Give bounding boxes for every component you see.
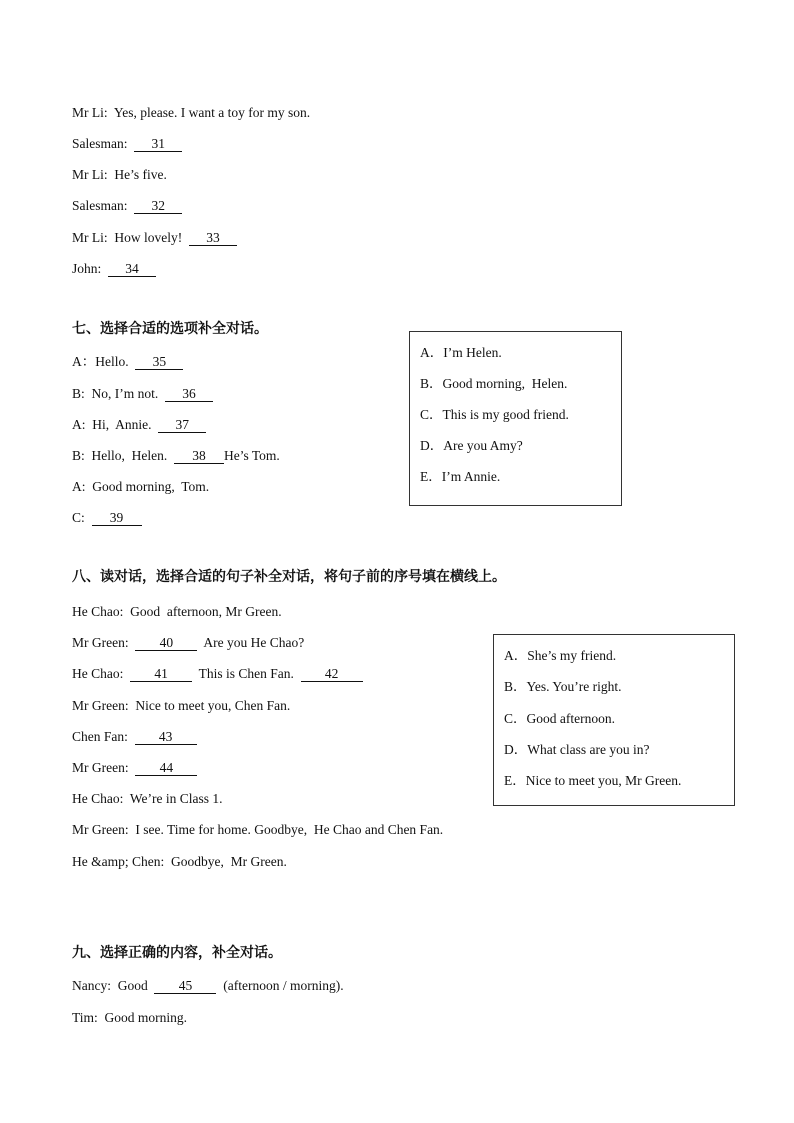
dialog-line: He Chao: We’re in Class 1. — [72, 791, 223, 806]
option-item: A．I’m Helen. — [420, 345, 502, 360]
dialog-line: Mr Li: Yes, please. I want a toy for my son. — [72, 105, 311, 120]
option-item: D．What class are you in? — [504, 742, 650, 757]
dialog-line: B: No, I’m not. 36 — [72, 385, 213, 403]
option-item: B．Yes. You’re right. — [504, 679, 622, 694]
option-item: B．Good morning, Helen. — [420, 376, 568, 391]
dialog-line: A：Hello. 35 — [72, 353, 183, 371]
dialog-line: He Chao: 41 This is Chen Fan. 42 — [72, 665, 363, 683]
answer-blank[interactable]: 34 — [108, 261, 156, 277]
dialog-line: Mr Green: Nice to meet you, Chen Fan. — [72, 698, 291, 713]
dialog-line: Chen Fan: 43 — [72, 728, 197, 746]
answer-blank[interactable]: 36 — [165, 386, 213, 402]
answer-blank[interactable]: 37 — [158, 417, 206, 433]
dialog-line: Tim: Good morning. — [72, 1010, 188, 1025]
answer-blank[interactable]: 38 — [174, 448, 224, 464]
answer-blank[interactable]: 40 — [135, 635, 197, 651]
dialog-line: Mr Green: 40 Are you He Chao? — [72, 635, 305, 650]
answer-blank[interactable]: 35 — [135, 354, 183, 370]
dialog-line: He &amp; Chen: Goodbye, Mr Green. — [72, 854, 287, 869]
dialog-line: B: Hello, Helen. 38 He’s Tom. — [72, 448, 280, 463]
answer-blank[interactable]: 42 — [301, 666, 363, 682]
answer-blank[interactable]: 32 — [134, 198, 182, 214]
section-heading: 七、选择合适的选项补全对话。 — [72, 321, 268, 337]
dialog-line: Mr Li: How lovely! 33 — [72, 229, 237, 247]
option-item: A．She’s my friend. — [504, 648, 617, 663]
option-item: E．I’m Annie. — [420, 469, 501, 484]
answer-blank[interactable]: 39 — [92, 510, 142, 526]
option-item: C．This is my good friend. — [420, 407, 569, 422]
section-heading: 八、读对话，选择合适的句子补全对话，将句子前的序号填在横线上。 — [72, 569, 506, 585]
answer-blank[interactable]: 33 — [189, 230, 237, 246]
answer-blank[interactable]: 45 — [154, 978, 216, 994]
dialog-line: A: Good morning, Tom. — [72, 479, 210, 494]
option-item: C．Good afternoon. — [504, 711, 615, 726]
options-box — [493, 634, 735, 806]
answer-blank[interactable]: 43 — [135, 729, 197, 745]
dialog-line: Mr Li: He’s five. — [72, 167, 167, 182]
dialog-line: John: 34 — [72, 260, 156, 278]
option-item: D．Are you Amy? — [420, 438, 523, 453]
dialog-line: Mr Green: I see. Time for home. Goodbye, He Chao and Chen Fan. — [72, 822, 444, 837]
dialog-line: Mr Green: 44 — [72, 759, 197, 777]
option-item: E．Nice to meet you, Mr Green. — [504, 773, 682, 788]
dialog-line: Nancy: Good 45 (afternoon / morning). — [72, 978, 344, 993]
dialog-line: Salesman: 32 — [72, 197, 182, 215]
section-heading: 九、选择正确的内容，补全对话。 — [72, 945, 282, 961]
options-box — [409, 331, 622, 506]
dialog-line: A: Hi, Annie. 37 — [72, 416, 206, 434]
dialog-line: Salesman: 31 — [72, 135, 182, 153]
dialog-line: He Chao: Good afternoon, Mr Green. — [72, 604, 282, 619]
dialog-line: C: 39 — [72, 509, 142, 527]
answer-blank[interactable]: 31 — [134, 136, 182, 152]
answer-blank[interactable]: 41 — [130, 666, 192, 682]
answer-blank[interactable]: 44 — [135, 760, 197, 776]
